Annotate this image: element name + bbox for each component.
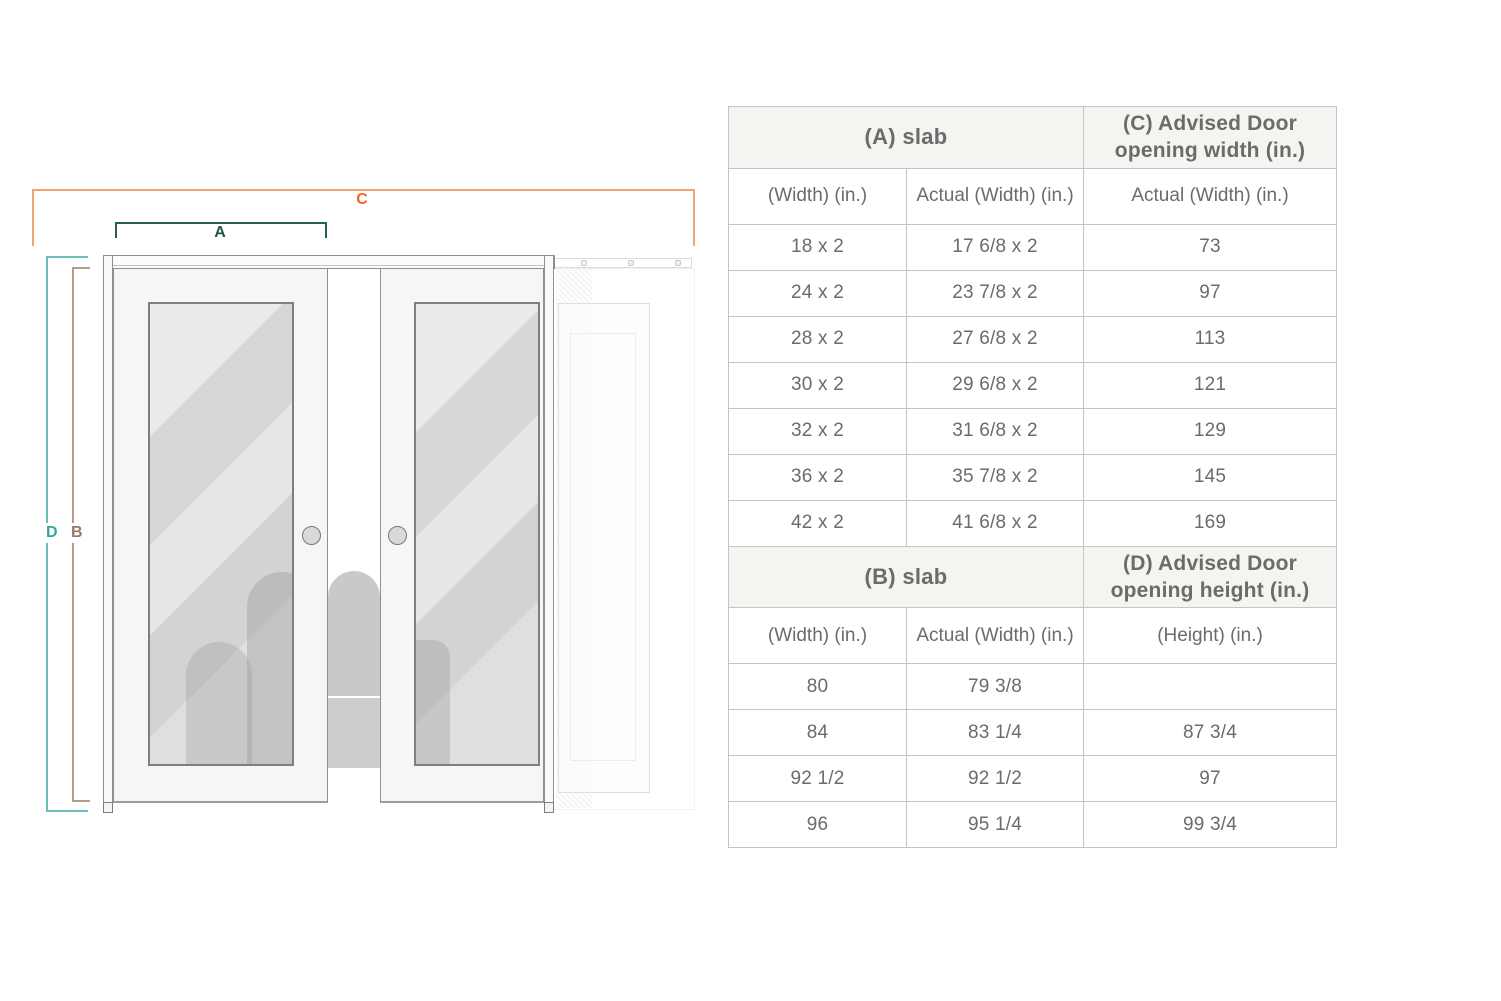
dimension-d-tick [46,256,88,258]
cell-width: 18 x 2 [729,224,907,270]
furniture-silhouette [186,642,252,764]
table-row [729,710,1337,756]
cell-advised: 129 [1084,408,1337,454]
door-top-track [103,255,555,269]
dimension-a-tick [115,222,117,238]
cell-width: 84 [729,710,907,756]
rail-hole-icon [628,260,634,266]
dimension-label-a: A [214,224,226,241]
left-jamb [103,255,113,813]
dimension-c-tick [693,189,695,246]
furniture-silhouette [328,571,380,696]
cell-actual-width: 83 1/4 [907,710,1084,756]
right-door-knob-icon [388,526,407,545]
cell-actual-width: 31 6/8 x 2 [907,408,1084,454]
cell-advised: 113 [1084,316,1337,362]
cell-width: 30 x 2 [729,362,907,408]
section-d-title: (D) Advised Door opening height (in.) [1084,546,1337,608]
furniture-silhouette [328,698,380,768]
dimension-a-tick [325,222,327,238]
cell-actual-width: 17 6/8 x 2 [907,224,1084,270]
dimension-b-tick [72,267,90,269]
right-door-slab [380,268,544,803]
cell-width: 92 1/2 [729,756,907,802]
dimension-label-b: B [71,524,83,541]
left-door-slab [113,268,328,803]
pocket-track-rail [547,258,692,268]
table-row [729,664,1337,710]
rail-hole-icon [581,260,587,266]
cell-width: 32 x 2 [729,408,907,454]
section-a-title: (A) slab [729,107,1084,169]
cell-actual-width: 27 6/8 x 2 [907,316,1084,362]
dimension-label-d: D [46,524,58,541]
table-row [729,454,1337,500]
cell-advised [1084,664,1337,710]
section-b-header-row [729,546,1337,608]
section-b-title: (B) slab [729,546,1084,608]
cell-actual-width: 35 7/8 x 2 [907,454,1084,500]
cell-width: 36 x 2 [729,454,907,500]
cell-actual-width: 23 7/8 x 2 [907,270,1084,316]
table-row [729,500,1337,546]
right-door-glass-panel [414,302,540,766]
cell-width: 28 x 2 [729,316,907,362]
dimension-label-c: C [356,191,368,208]
pocket-hidden-door-glass [570,333,636,761]
column-header-actual-width: Actual (Width) (in.) [907,608,1084,664]
table-row [729,362,1337,408]
left-door-knob-icon [302,526,321,545]
track-inner-line [106,265,552,266]
dimension-b-tick [72,800,90,802]
cell-advised: 97 [1084,756,1337,802]
furniture-silhouette [416,640,450,764]
column-header-width: (Width) (in.) [729,608,907,664]
left-door-glass-panel [148,302,294,766]
cell-width: 96 [729,802,907,848]
table-row [729,316,1337,362]
dimension-c-tick [32,189,34,246]
table-row [729,756,1337,802]
cell-advised: 169 [1084,500,1337,546]
cell-advised: 97 [1084,270,1337,316]
rail-hole-icon [675,260,681,266]
cell-actual-width: 29 6/8 x 2 [907,362,1084,408]
cell-width: 24 x 2 [729,270,907,316]
table-row [729,270,1337,316]
table-row [729,802,1337,848]
cell-advised: 145 [1084,454,1337,500]
table-row [729,224,1337,270]
cell-actual-width: 95 1/4 [907,802,1084,848]
section-c-title: (C) Advised Door opening width (in.) [1084,107,1337,169]
jamb-foot [544,802,554,813]
column-header-height: (Height) (in.) [1084,608,1337,664]
cell-actual-width: 92 1/2 [907,756,1084,802]
column-header-width: (Width) (in.) [729,168,907,224]
cell-width: 80 [729,664,907,710]
cell-advised: 121 [1084,362,1337,408]
size-spec-table-wrap [728,106,1337,848]
right-jamb [544,255,554,813]
jamb-foot [103,802,113,813]
cell-actual-width: 79 3/8 [907,664,1084,710]
furniture-silhouette [247,572,294,764]
section-a-subheader-row [729,168,1337,224]
cell-width: 42 x 2 [729,500,907,546]
cell-actual-width: 41 6/8 x 2 [907,500,1084,546]
column-header-advised-width: Actual (Width) (in.) [1084,168,1337,224]
cell-advised: 73 [1084,224,1337,270]
dimension-d-tick [46,810,88,812]
size-spec-table [728,106,1337,848]
cell-advised: 87 3/4 [1084,710,1337,756]
cell-advised: 99 3/4 [1084,802,1337,848]
column-header-actual-width: Actual (Width) (in.) [907,168,1084,224]
table-row [729,408,1337,454]
section-b-subheader-row [729,608,1337,664]
section-a-header-row [729,107,1337,169]
